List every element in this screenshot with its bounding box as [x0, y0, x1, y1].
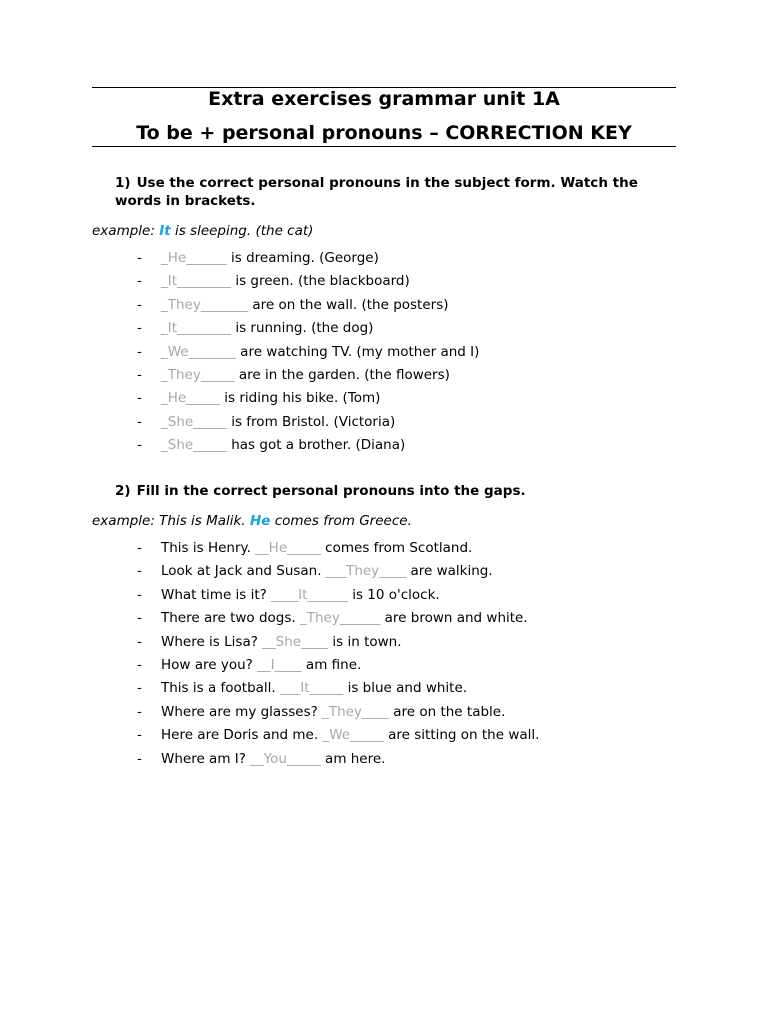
dash-bullet: - [137, 750, 142, 767]
dash-bullet: - [137, 390, 142, 407]
answer-blank: _They_____ [161, 366, 235, 383]
item-before: What time is it? [161, 586, 272, 603]
dash-bullet: - [137, 680, 142, 697]
exercise-2-heading [115, 482, 675, 500]
answer-blank: _He______ [161, 250, 227, 266]
dash-bullet: - [137, 413, 142, 430]
answer-blank: _She_____ [161, 437, 227, 454]
item-before: Look at Jack and Susan. [161, 563, 326, 580]
example-answer: He [249, 513, 271, 529]
answer-blank: _It________ [161, 273, 232, 290]
dash-bullet: - [137, 610, 142, 627]
item-after: are in the garden. (the flowers) [234, 366, 450, 383]
exercise-2-example [92, 512, 412, 530]
item-before: How are you? [161, 656, 258, 673]
item-before: There are two dogs. [161, 610, 300, 627]
example-rest: comes from Greece. [270, 513, 412, 529]
item-after: am here. [320, 750, 386, 767]
dash-bullet: - [137, 343, 142, 360]
item-text [161, 562, 493, 580]
item-after: is dreaming. (George) [226, 250, 379, 266]
title-line-2: To be + personal pronouns – CORRECTION KEY [136, 122, 632, 144]
item-after: is running. (the dog) [231, 320, 374, 337]
answer-blank: ___It_____ [280, 680, 344, 697]
example-rest: is sleeping. (the cat) [170, 223, 314, 239]
exercise-2-number: 2) [115, 483, 131, 499]
item-after: has got a brother. (Diana) [226, 437, 406, 454]
answer-blank: __You_____ [250, 750, 321, 767]
dash-bullet: - [137, 296, 142, 313]
item-text [161, 436, 405, 454]
item-text [161, 750, 385, 768]
item-before: Where are my glasses? [161, 703, 323, 720]
item-text [161, 633, 402, 651]
item-after: are sitting on the wall. [383, 727, 540, 744]
item-before: This is Henry. [161, 540, 256, 556]
answer-blank: ____It______ [271, 586, 348, 603]
bottom-rule [92, 146, 676, 147]
answer-blank: _We_______ [161, 343, 236, 360]
example-answer: It [159, 223, 171, 239]
item-after: are brown and white. [380, 610, 528, 627]
item-after: is riding his bike. (Tom) [219, 390, 381, 407]
dash-bullet: - [137, 727, 142, 744]
item-text [161, 366, 450, 384]
answer-blank: _They_______ [161, 296, 249, 313]
answer-blank: _It________ [161, 320, 232, 337]
dash-bullet: - [137, 703, 142, 720]
dash-bullet: - [137, 656, 142, 673]
item-after: am fine. [301, 656, 362, 673]
item-after: are on the table. [388, 703, 506, 720]
exercise-1-heading [115, 174, 675, 210]
dash-bullet: - [137, 273, 142, 290]
dash-bullet: - [137, 540, 142, 556]
dash-bullet: - [137, 586, 142, 603]
exercise-1-number: 1) [115, 175, 131, 191]
dash-bullet: - [137, 366, 142, 383]
item-text [161, 726, 539, 744]
item-after: is green. (the blackboard) [231, 273, 410, 290]
item-after: comes from Scotland. [320, 540, 473, 556]
item-text [161, 679, 467, 697]
answer-blank: _He_____ [161, 390, 220, 407]
answer-blank: __She____ [262, 633, 329, 650]
item-after: is in town. [328, 633, 402, 650]
item-text [161, 272, 410, 290]
item-text [161, 656, 361, 674]
answer-blank: __He_____ [255, 540, 321, 556]
item-after: is blue and white. [343, 680, 468, 697]
item-text [161, 609, 528, 627]
answer-blank: _They______ [299, 610, 381, 627]
answer-blank: _We_____ [322, 727, 384, 744]
item-before: Here are Doris and me. [161, 727, 323, 744]
example-prefix: example: [92, 223, 160, 239]
item-after: are watching TV. (my mother and I) [235, 343, 480, 360]
item-after: is 10 o'clock. [347, 586, 440, 603]
dash-bullet: - [137, 320, 142, 337]
item-text [161, 343, 479, 361]
item-text [161, 389, 380, 407]
item-before: This is a football. [161, 680, 281, 697]
exercise-1-example [92, 222, 313, 240]
dash-bullet: - [137, 437, 142, 454]
example-prefix: example: This is Malik. [92, 513, 250, 529]
dash-bullet: - [137, 250, 142, 266]
exercise-2-instruction: Fill in the correct personal pronouns into the gaps. [136, 483, 526, 499]
exercise-1-instruction: Use the correct personal pronouns in the subject form. Watch the words in brackets. [115, 175, 638, 209]
item-text [161, 539, 472, 557]
item-text [161, 296, 449, 314]
item-text [161, 319, 373, 337]
item-text [161, 703, 505, 721]
item-after: are walking. [406, 563, 493, 580]
item-before: Where am I? [161, 750, 251, 767]
dash-bullet: - [137, 563, 142, 580]
answer-blank: ___They____ [325, 563, 407, 580]
item-text [161, 249, 379, 267]
answer-blank: __I____ [257, 656, 302, 673]
item-text [161, 413, 395, 431]
item-text [161, 586, 440, 604]
dash-bullet: - [137, 633, 142, 650]
answer-blank: _They____ [322, 703, 389, 720]
item-after: are on the wall. (the posters) [248, 296, 449, 313]
item-after: is from Bristol. (Victoria) [226, 413, 396, 430]
answer-blank: _She_____ [161, 413, 227, 430]
item-before: Where is Lisa? [161, 633, 263, 650]
title-line-1: Extra exercises grammar unit 1A [208, 88, 560, 110]
